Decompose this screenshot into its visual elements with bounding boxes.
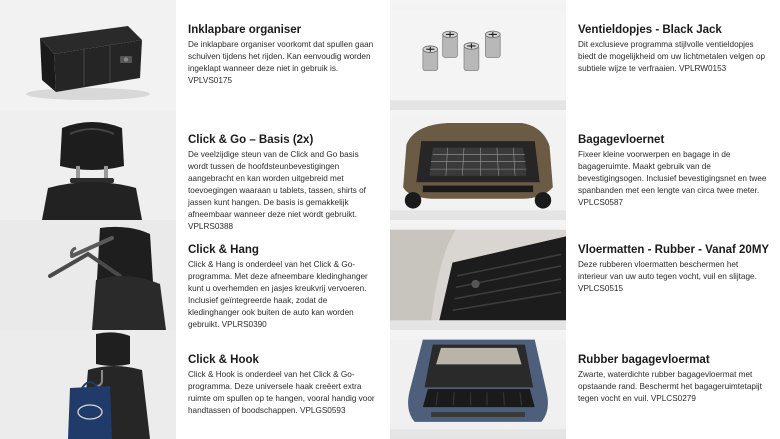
item-title: Click & Go – Basis (2x) <box>188 134 314 146</box>
item-title: Ventieldopjes - Black Jack <box>578 24 722 36</box>
organiser-text <box>176 0 390 110</box>
item-title: Inklapbare organiser <box>188 24 302 36</box>
item-description: Fixeer kleine voorwerpen en bagage in de bagageruimte. Maakt gebruik van de bevestigingsogen. Inclusief bevestigingsnet en twee spanbanden met een lengte van circa twee meter. VPLCS0587 <box>578 150 767 207</box>
luggage-net-image <box>390 110 566 220</box>
valve-caps-text <box>566 0 780 110</box>
luggage-net-icon <box>390 110 566 220</box>
floor-mat-image <box>390 220 566 330</box>
item-description: Dit exclusieve programma stijlvolle ventieldopjes biedt de mogelijkheid om uw lichtmetalen velgen op subtiele wijze te verfraaien. VPLRW0153 <box>578 40 766 73</box>
click-hang-text <box>176 220 390 330</box>
headrest-icon <box>0 110 176 220</box>
item-description: Deze rubberen vloermatten beschermen het interieur van uw auto tegen vocht, vuil en slijtage. VPLCS0515 <box>578 260 757 293</box>
luggage-net-text <box>566 110 780 220</box>
coat-hanger-icon <box>0 220 176 330</box>
cargo-mat-text <box>566 330 780 439</box>
item-description: Zwarte, waterdichte rubber bagagevloermat met opstaande rand. Beschermt het bagageruimtetapijt tegen vocht en vuil. VPLCS0279 <box>578 370 762 403</box>
cargo-mat-image <box>390 330 566 439</box>
click-go-image <box>0 110 176 220</box>
click-hook-image <box>0 330 176 439</box>
item-title: Click & Hook <box>188 354 259 366</box>
organiser-image <box>0 0 176 110</box>
item-description: De inklapbare organiser voorkomt dat spullen gaan schuiven tijdens het rijden. Kan eenvoudig worden ingeklapt wanneer deze niet in gebruik is. VPLVS0175 <box>188 40 374 85</box>
item-description: Click & Hook is onderdeel van het Click & Go-programma. Deze universele haak creëert extra ruimte om spullen op te hangen, vooral handig voor handtassen of boodschappen. VPLGS0593 <box>188 370 375 415</box>
item-title: Click & Hang <box>188 244 259 256</box>
item-title: Rubber bagagevloermat <box>578 354 710 366</box>
item-description: De veelzijdige steun van de Click and Go basis wordt tussen de hoofdsteunbevestigingen aangebracht en kan worden uitgebreid met toevoegingen waaraan u tablets, tassen, shirts of jassen kunt hangen. De basis is gemakkelijk afneembaar wanneer deze niet wordt gebruikt. VPLRS0388 <box>188 150 366 231</box>
item-description: Click & Hang is onderdeel van het Click & Go-programma. Met deze afneembare kledinghanger kunt u overhemden en jasjes kreukvrij vervoeren. Inclusief geïntegreerde haak, zodat de kledinghanger ook buiten de auto kan worden gebruikt. VPLRS0390 <box>188 260 368 329</box>
organiser-bag-icon <box>0 0 176 110</box>
seat-hook-icon <box>0 330 176 439</box>
click-hook-text <box>176 330 390 439</box>
floor-mat-text <box>566 220 780 330</box>
click-hang-image <box>0 220 176 330</box>
click-go-text <box>176 110 390 231</box>
cargo-mat-icon <box>390 330 566 439</box>
item-title: Bagagevloernet <box>578 134 665 146</box>
floor-mat-icon <box>390 220 566 330</box>
valve-caps-image <box>390 0 566 110</box>
item-title: Vloermatten - Rubber - Vanaf 20MY <box>578 244 770 256</box>
valve-caps-icon <box>390 0 566 110</box>
